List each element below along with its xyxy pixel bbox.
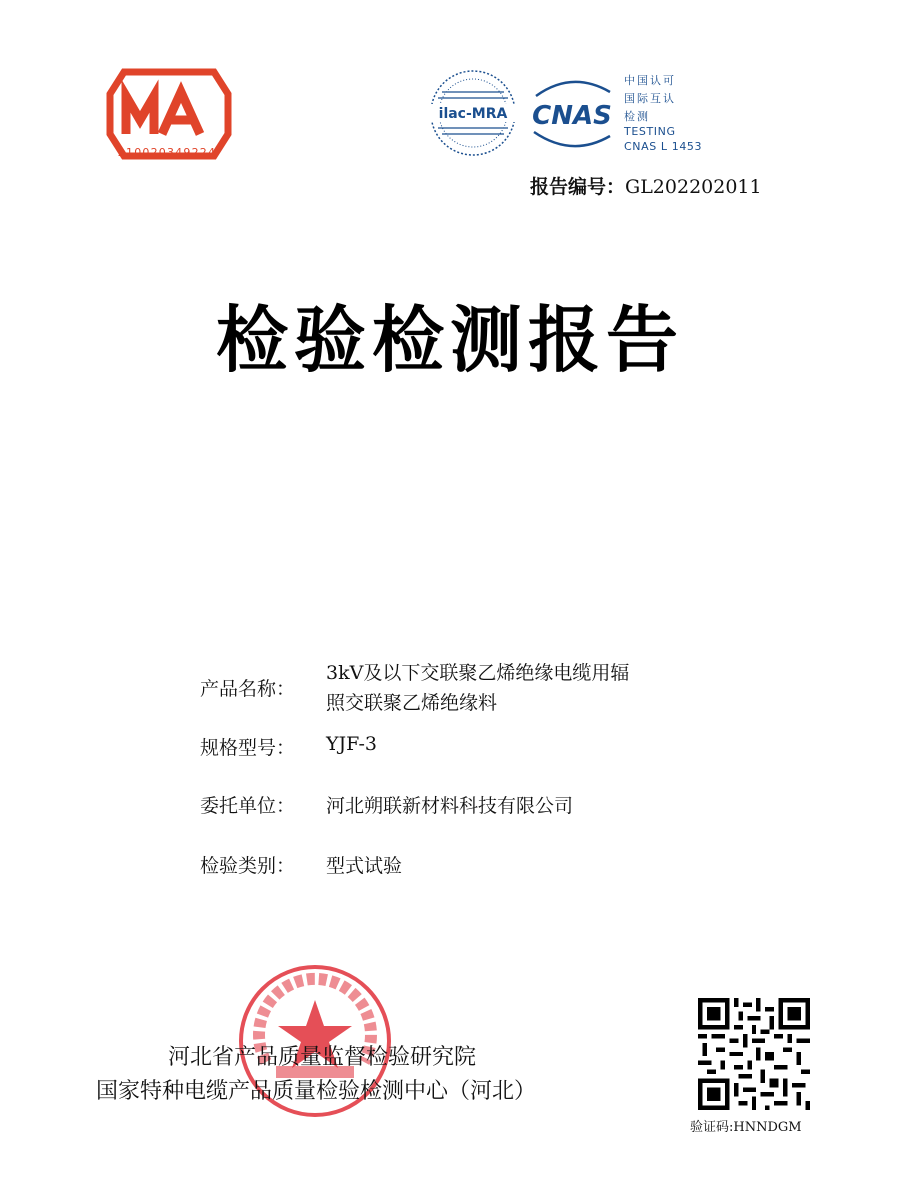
- model-label: 规格型号：: [200, 737, 296, 759]
- client-label: 委托单位：: [200, 795, 296, 817]
- cnas-logo-icon: [522, 66, 622, 160]
- report-number-label: 报告编号：: [530, 176, 626, 198]
- qr-code-icon: [698, 998, 810, 1110]
- report-number: [530, 172, 762, 199]
- test-type-label: 检验类别：: [200, 855, 296, 877]
- cnas-en-line2: CNAS L 1453: [624, 140, 703, 153]
- cma-code: 210020349224: [117, 146, 217, 159]
- report-number-value: GL202202011: [625, 176, 762, 198]
- verification-code: 验证码:HNNDGM: [690, 1120, 802, 1135]
- product-name-line2: 照交联聚乙烯绝缘料: [326, 692, 498, 714]
- cnas-cn-line3: 检测: [624, 110, 650, 123]
- test-type-value: 型式试验: [326, 855, 403, 877]
- svg-text:CNAS: CNAS: [532, 101, 612, 131]
- page-title: 检验检测报告: [215, 298, 684, 382]
- cnas-cn-line1: 中国认可: [624, 74, 676, 87]
- organization-name-secondary: 国家特种电缆产品质量检验检测中心（河北）: [96, 1079, 537, 1104]
- ilac-mra-logo-icon: [426, 66, 520, 160]
- cnas-en-line1: TESTING: [624, 125, 676, 138]
- product-name-label: 产品名称：: [200, 678, 296, 700]
- organization-name: 河北省产品质量监督检验研究院: [168, 1045, 477, 1070]
- cnas-cn-line2: 国际互认: [624, 92, 676, 105]
- svg-text:ilac-MRA: ilac-MRA: [438, 106, 508, 122]
- client-value: 河北朔联新材料科技有限公司: [326, 795, 574, 817]
- product-name-line1: 3kV及以下交联聚乙烯绝缘电缆用辐: [326, 662, 630, 684]
- model-value: YJF-3: [326, 733, 377, 755]
